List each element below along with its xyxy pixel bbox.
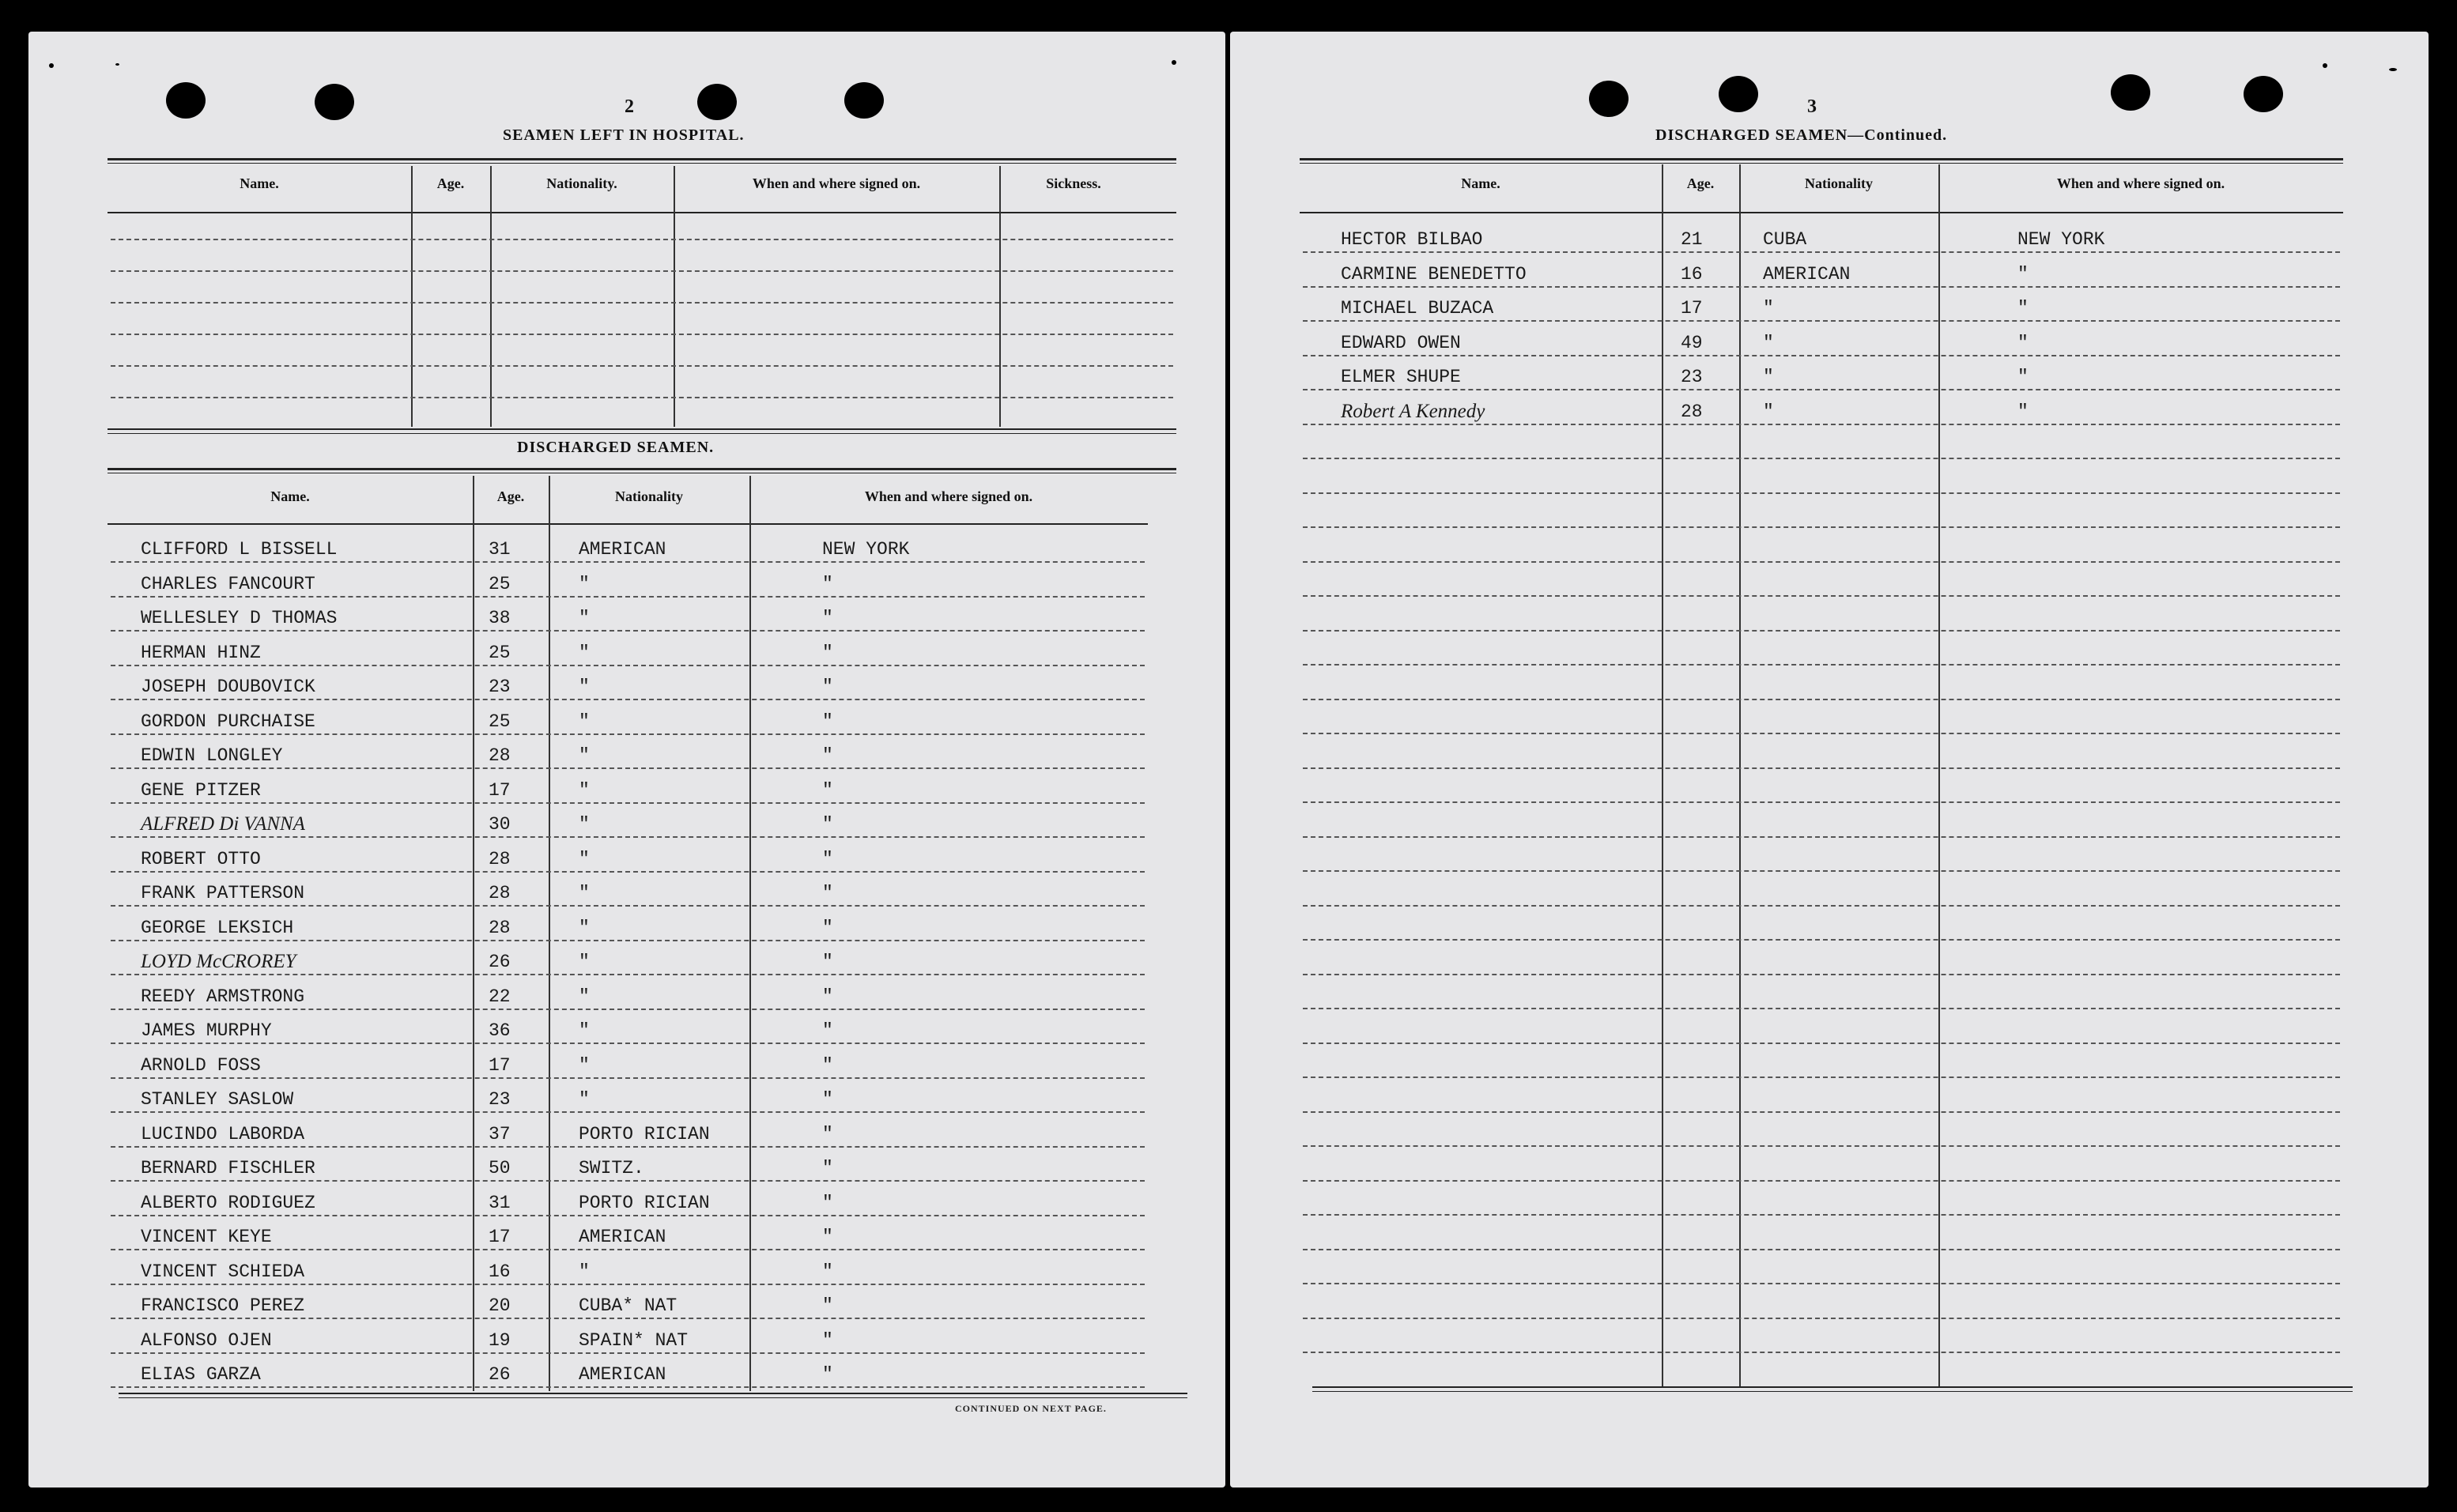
binder-hole: [315, 84, 354, 120]
cell-name: EDWARD OWEN: [1341, 332, 1461, 353]
cell-age: 25: [489, 642, 511, 663]
cell-signed-on: ": [822, 677, 833, 697]
cell-name: JAMES MURPHY: [141, 1020, 272, 1041]
column-header: Name.: [1461, 175, 1500, 191]
cell-signed-on: ": [822, 1123, 833, 1144]
cell-nationality: ": [579, 917, 590, 938]
column-header: Nationality: [1804, 175, 1873, 191]
cell-age: 17: [489, 1227, 511, 1247]
cell-signed-on: ": [822, 917, 833, 938]
cell-nationality: ": [579, 573, 590, 594]
cell-nationality: ": [579, 1261, 590, 1282]
cell-age: 38: [489, 608, 511, 628]
cell-age: 21: [1681, 229, 1703, 250]
binder-hole: [2244, 76, 2283, 112]
cell-signed-on: ": [822, 1054, 833, 1076]
column-header: Age.: [496, 488, 525, 504]
cell-age: 16: [489, 1261, 511, 1282]
cell-age: 17: [489, 779, 511, 801]
cell-nationality: SPAIN* NAT: [579, 1329, 689, 1351]
cell-name: EDWIN LONGLEY: [141, 745, 283, 766]
cell-signed-on: ": [822, 986, 833, 1007]
column-header: Nationality.: [546, 175, 617, 191]
cell-signed-on: ": [822, 711, 833, 732]
cell-age: 30: [489, 814, 511, 835]
cell-age: 20: [489, 1295, 511, 1316]
cell-age: 31: [489, 539, 511, 560]
cell-age: 26: [489, 952, 511, 972]
cell-signed-on: ": [822, 883, 833, 903]
cell-age: 17: [1681, 298, 1703, 319]
cell-age: 22: [489, 986, 511, 1007]
cell-signed-on: ": [822, 573, 833, 594]
cell-age: 17: [489, 1054, 511, 1076]
cell-nationality: ": [579, 1020, 590, 1041]
cell-signed-on: ": [822, 745, 833, 766]
cell-name: JOSEPH DOUBOVICK: [141, 677, 315, 697]
cell-nationality: ": [579, 711, 590, 732]
cell-nationality: ": [579, 1054, 590, 1076]
cell-nationality: ": [579, 848, 590, 869]
cell-name: LOYD McCROREY: [141, 951, 296, 972]
cell-signed-on: NEW YORK: [2017, 229, 2105, 250]
cell-age: 36: [489, 1020, 511, 1041]
cell-name: BERNARD FISCHLER: [141, 1158, 315, 1178]
cell-name: LUCINDO LABORDA: [141, 1123, 305, 1144]
cell-name: ROBERT OTTO: [141, 848, 261, 869]
cell-nationality: ": [579, 986, 590, 1007]
cell-age: 16: [1681, 263, 1703, 285]
binder-hole: [697, 84, 737, 120]
cell-age: 50: [489, 1158, 511, 1178]
cell-signed-on: ": [822, 1261, 833, 1282]
cell-signed-on: ": [822, 642, 833, 663]
binder-hole: [166, 82, 206, 119]
cell-nationality: ": [579, 608, 590, 628]
cell-nationality: ": [579, 779, 590, 801]
right-page: [1230, 32, 2429, 1487]
cell-nationality: PORTO RICIAN: [579, 1192, 710, 1213]
column-header: Sickness.: [1046, 175, 1101, 191]
cell-signed-on: ": [822, 1295, 833, 1316]
cell-signed-on: ": [2017, 298, 2029, 319]
cell-signed-on: ": [2017, 332, 2029, 353]
cell-nationality: ": [579, 1089, 590, 1110]
cell-signed-on: ": [822, 1227, 833, 1247]
cell-signed-on: ": [822, 848, 833, 869]
page-number: 3: [1807, 96, 1817, 117]
cell-age: 25: [489, 573, 511, 594]
binder-hole: [2111, 74, 2150, 111]
column-header: Age.: [1686, 175, 1715, 191]
cell-nationality: ": [579, 883, 590, 903]
cell-nationality: ": [1763, 332, 1774, 353]
cell-age: 28: [1681, 401, 1703, 422]
cell-age: 28: [489, 883, 511, 903]
cell-age: 23: [1681, 367, 1703, 387]
cell-name: GORDON PURCHAISE: [141, 711, 315, 732]
cell-name: REEDY ARMSTRONG: [141, 986, 305, 1007]
column-header: Age.: [436, 175, 465, 191]
cell-nationality: AMERICAN: [579, 1227, 666, 1247]
cell-signed-on: ": [2017, 401, 2029, 422]
cell-age: 25: [489, 711, 511, 732]
cell-nationality: ": [1763, 401, 1774, 422]
column-header: When and where signed on.: [864, 488, 1033, 504]
cell-nationality: ": [579, 814, 590, 835]
cell-name: ALBERTO RODIGUEZ: [141, 1192, 315, 1213]
column-header: Name.: [270, 488, 310, 504]
cell-signed-on: NEW YORK: [822, 539, 910, 560]
cell-name: GEORGE LEKSICH: [141, 917, 294, 938]
cell-age: 28: [489, 745, 511, 766]
cell-age: 37: [489, 1123, 511, 1144]
discharged-section-title: DISCHARGED SEAMEN.: [517, 439, 715, 456]
cell-signed-on: ": [822, 779, 833, 801]
cell-name: ARNOLD FOSS: [141, 1054, 261, 1076]
cell-nationality: SWITZ.: [579, 1158, 644, 1178]
cell-name: HECTOR BILBAO: [1341, 229, 1483, 250]
cell-name: Robert A Kennedy: [1341, 400, 1485, 422]
cell-signed-on: ": [822, 952, 833, 972]
cell-name: CLIFFORD L BISSELL: [141, 539, 338, 560]
cell-signed-on: ": [822, 814, 833, 835]
cell-age: 28: [489, 848, 511, 869]
binder-hole: [1719, 76, 1758, 112]
left-page: [28, 32, 1225, 1487]
cell-nationality: CUBA: [1763, 229, 1807, 250]
cell-signed-on: ": [822, 1089, 833, 1110]
cell-age: 19: [489, 1329, 511, 1351]
cell-name: VINCENT KEYE: [141, 1227, 272, 1247]
cell-name: ALFONSO OJEN: [141, 1329, 272, 1351]
cell-name: WELLESLEY D THOMAS: [141, 608, 338, 628]
cell-nationality: CUBA* NAT: [579, 1295, 677, 1316]
cell-signed-on: ": [822, 1158, 833, 1178]
cell-age: 28: [489, 917, 511, 938]
page-number: 2: [625, 96, 634, 117]
binder-hole: [844, 82, 884, 119]
cell-name: CARMINE BENEDETTO: [1341, 263, 1527, 285]
cell-name: CHARLES FANCOURT: [141, 573, 315, 594]
cell-signed-on: ": [2017, 367, 2029, 387]
cell-age: 49: [1681, 332, 1703, 353]
cell-nationality: AMERICAN: [579, 539, 666, 560]
cell-signed-on: ": [822, 1020, 833, 1041]
cell-name: ELMER SHUPE: [1341, 367, 1461, 387]
cell-name: FRANK PATTERSON: [141, 883, 305, 903]
column-header: When and where signed on.: [2056, 175, 2225, 191]
cell-signed-on: ": [822, 1364, 833, 1385]
cell-name: STANLEY SASLOW: [141, 1089, 294, 1110]
cell-nationality: ": [1763, 298, 1774, 319]
cell-age: 23: [489, 1089, 511, 1110]
cell-nationality: ": [1763, 367, 1774, 387]
cell-signed-on: ": [822, 1329, 833, 1351]
cell-nationality: AMERICAN: [1763, 263, 1851, 285]
column-header: Nationality: [614, 488, 683, 504]
cell-nationality: ": [579, 677, 590, 697]
cell-nationality: ": [579, 642, 590, 663]
column-header: Name.: [240, 175, 279, 191]
cell-name: FRANCISCO PEREZ: [141, 1295, 305, 1316]
cell-nationality: AMERICAN: [579, 1364, 666, 1385]
cell-name: MICHAEL BUZACA: [1341, 298, 1494, 319]
column-header: When and where signed on.: [752, 175, 921, 191]
cell-nationality: ": [579, 952, 590, 972]
continued-note: CONTINUED ON NEXT PAGE.: [955, 1403, 1107, 1414]
binder-hole: [1589, 81, 1629, 117]
cell-signed-on: ": [2017, 263, 2029, 285]
cell-age: 26: [489, 1364, 511, 1385]
cell-nationality: ": [579, 745, 590, 766]
cell-name: ELIAS GARZA: [141, 1364, 261, 1385]
cell-signed-on: ": [822, 1192, 833, 1213]
continued-section-title: DISCHARGED SEAMEN—Continued.: [1655, 126, 1948, 144]
cell-name: ALFRED Di VANNA: [141, 813, 305, 835]
hospital-section-title: SEAMEN LEFT IN HOSPITAL.: [503, 126, 745, 144]
cell-age: 31: [489, 1192, 511, 1213]
cell-name: VINCENT SCHIEDA: [141, 1261, 305, 1282]
cell-nationality: PORTO RICIAN: [579, 1123, 710, 1144]
cell-signed-on: ": [822, 608, 833, 628]
cell-age: 23: [489, 677, 511, 697]
cell-name: HERMAN HINZ: [141, 642, 261, 663]
cell-name: GENE PITZER: [141, 779, 261, 801]
